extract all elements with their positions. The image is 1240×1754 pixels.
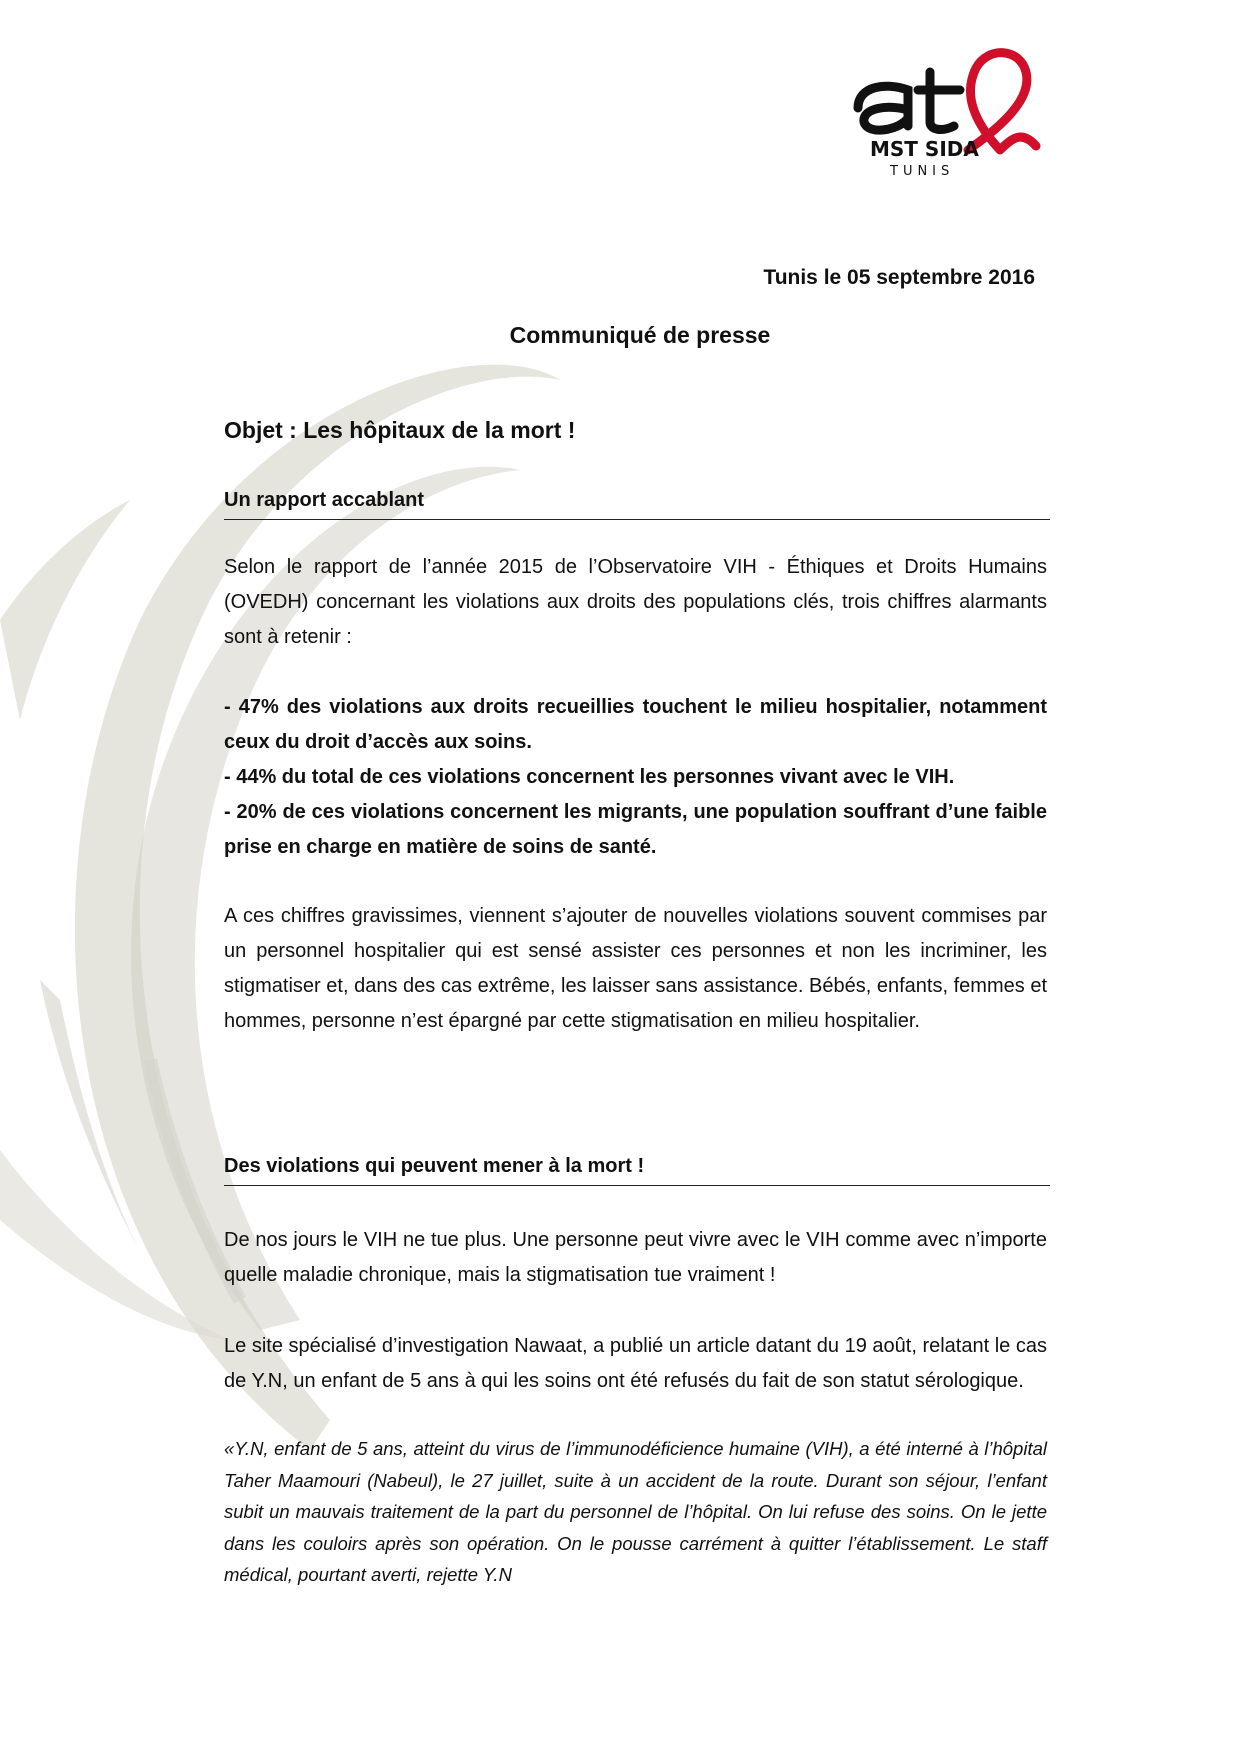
logo-letter-a (858, 86, 908, 130)
section-heading-death: Des violations qui peuvent mener à la mort ! (224, 1155, 1050, 1186)
hiv-paragraph: De nos jours le VIH ne tue plus. Une personne peut vivre avec le VIH comme avec n’importe quelle maladie chronique, mais la stigmatisation tue vraiment ! (224, 1229, 1047, 1286)
statistic-item: - 20% de ces violations concernent les migrants, une population souffrant d’une faible prise en charge en matière de soins de santé. (224, 801, 1047, 858)
nawaat-paragraph: Le site spécialisé d’investigation Nawaat, a publié un article datant du 19 août, relatant le cas de Y.N, un enfant de 5 ans à qui les soins ont été refusés du fait de son statut sérologique. (224, 1335, 1047, 1392)
atq-logo (850, 38, 1050, 178)
statistic-item: - 47% des violations aux droits recueillies touchent le milieu hospitalier, notamment ceux du droit d’accès aux soins. (224, 696, 1047, 753)
subject-line: Objet : Les hôpitaux de la mort ! (224, 417, 576, 443)
statistics-list (224, 690, 1047, 865)
report-intro-paragraph: Selon le rapport de l’année 2015 de l’Observatoire VIH - Éthiques et Droits Humains (OVEDH) concernant les violations aux droits des populations clés, trois chiffres alarmants sont à retenir : (224, 556, 1047, 648)
logo-letter-t (918, 72, 960, 129)
red-ribbon-icon (968, 53, 1036, 150)
case-quote: «Y.N, enfant de 5 ans, atteint du virus de l’immunodéficience humaine (VIH), a été interné à l’hôpital Taher Maamouri (Nabeul), le 27 juillet, suite à un accident de la route. Durant son séjour, l’enfant subit un mauvais traitement de la part du personnel de l’hôpital. On lui refuse des soins. On le jette dans les couloirs après son opération. On le pousse carrément à quitter l’établissement. Le staff médical, pourtant averti, rejette Y.N (224, 1438, 1047, 1585)
logo-text-tunis: TUNIS (890, 164, 955, 179)
statistic-item: - 44% du total de ces violations concernent les personnes vivant avec le VIH. (224, 766, 955, 788)
logo-text-mst-sida: MST SIDA (870, 137, 979, 161)
release-date: Tunis le 05 septembre 2016 (763, 266, 1035, 289)
document-title: Communiqué de presse (509, 322, 771, 348)
violations-paragraph: A ces chiffres gravissimes, viennent s’ajouter de nouvelles violations souvent commises par un personnel hospitalier qui est sensé assister ces personnes et non les incriminer, les stigmatiser et, dans des cas extrême, les laisser sans assistance. Bébés, enfants, femmes et hommes, personne n’est épargné par cette stigmatisation en milieu hospitalier. (224, 905, 1047, 1032)
section-heading-report: Un rapport accablant (224, 489, 1050, 520)
